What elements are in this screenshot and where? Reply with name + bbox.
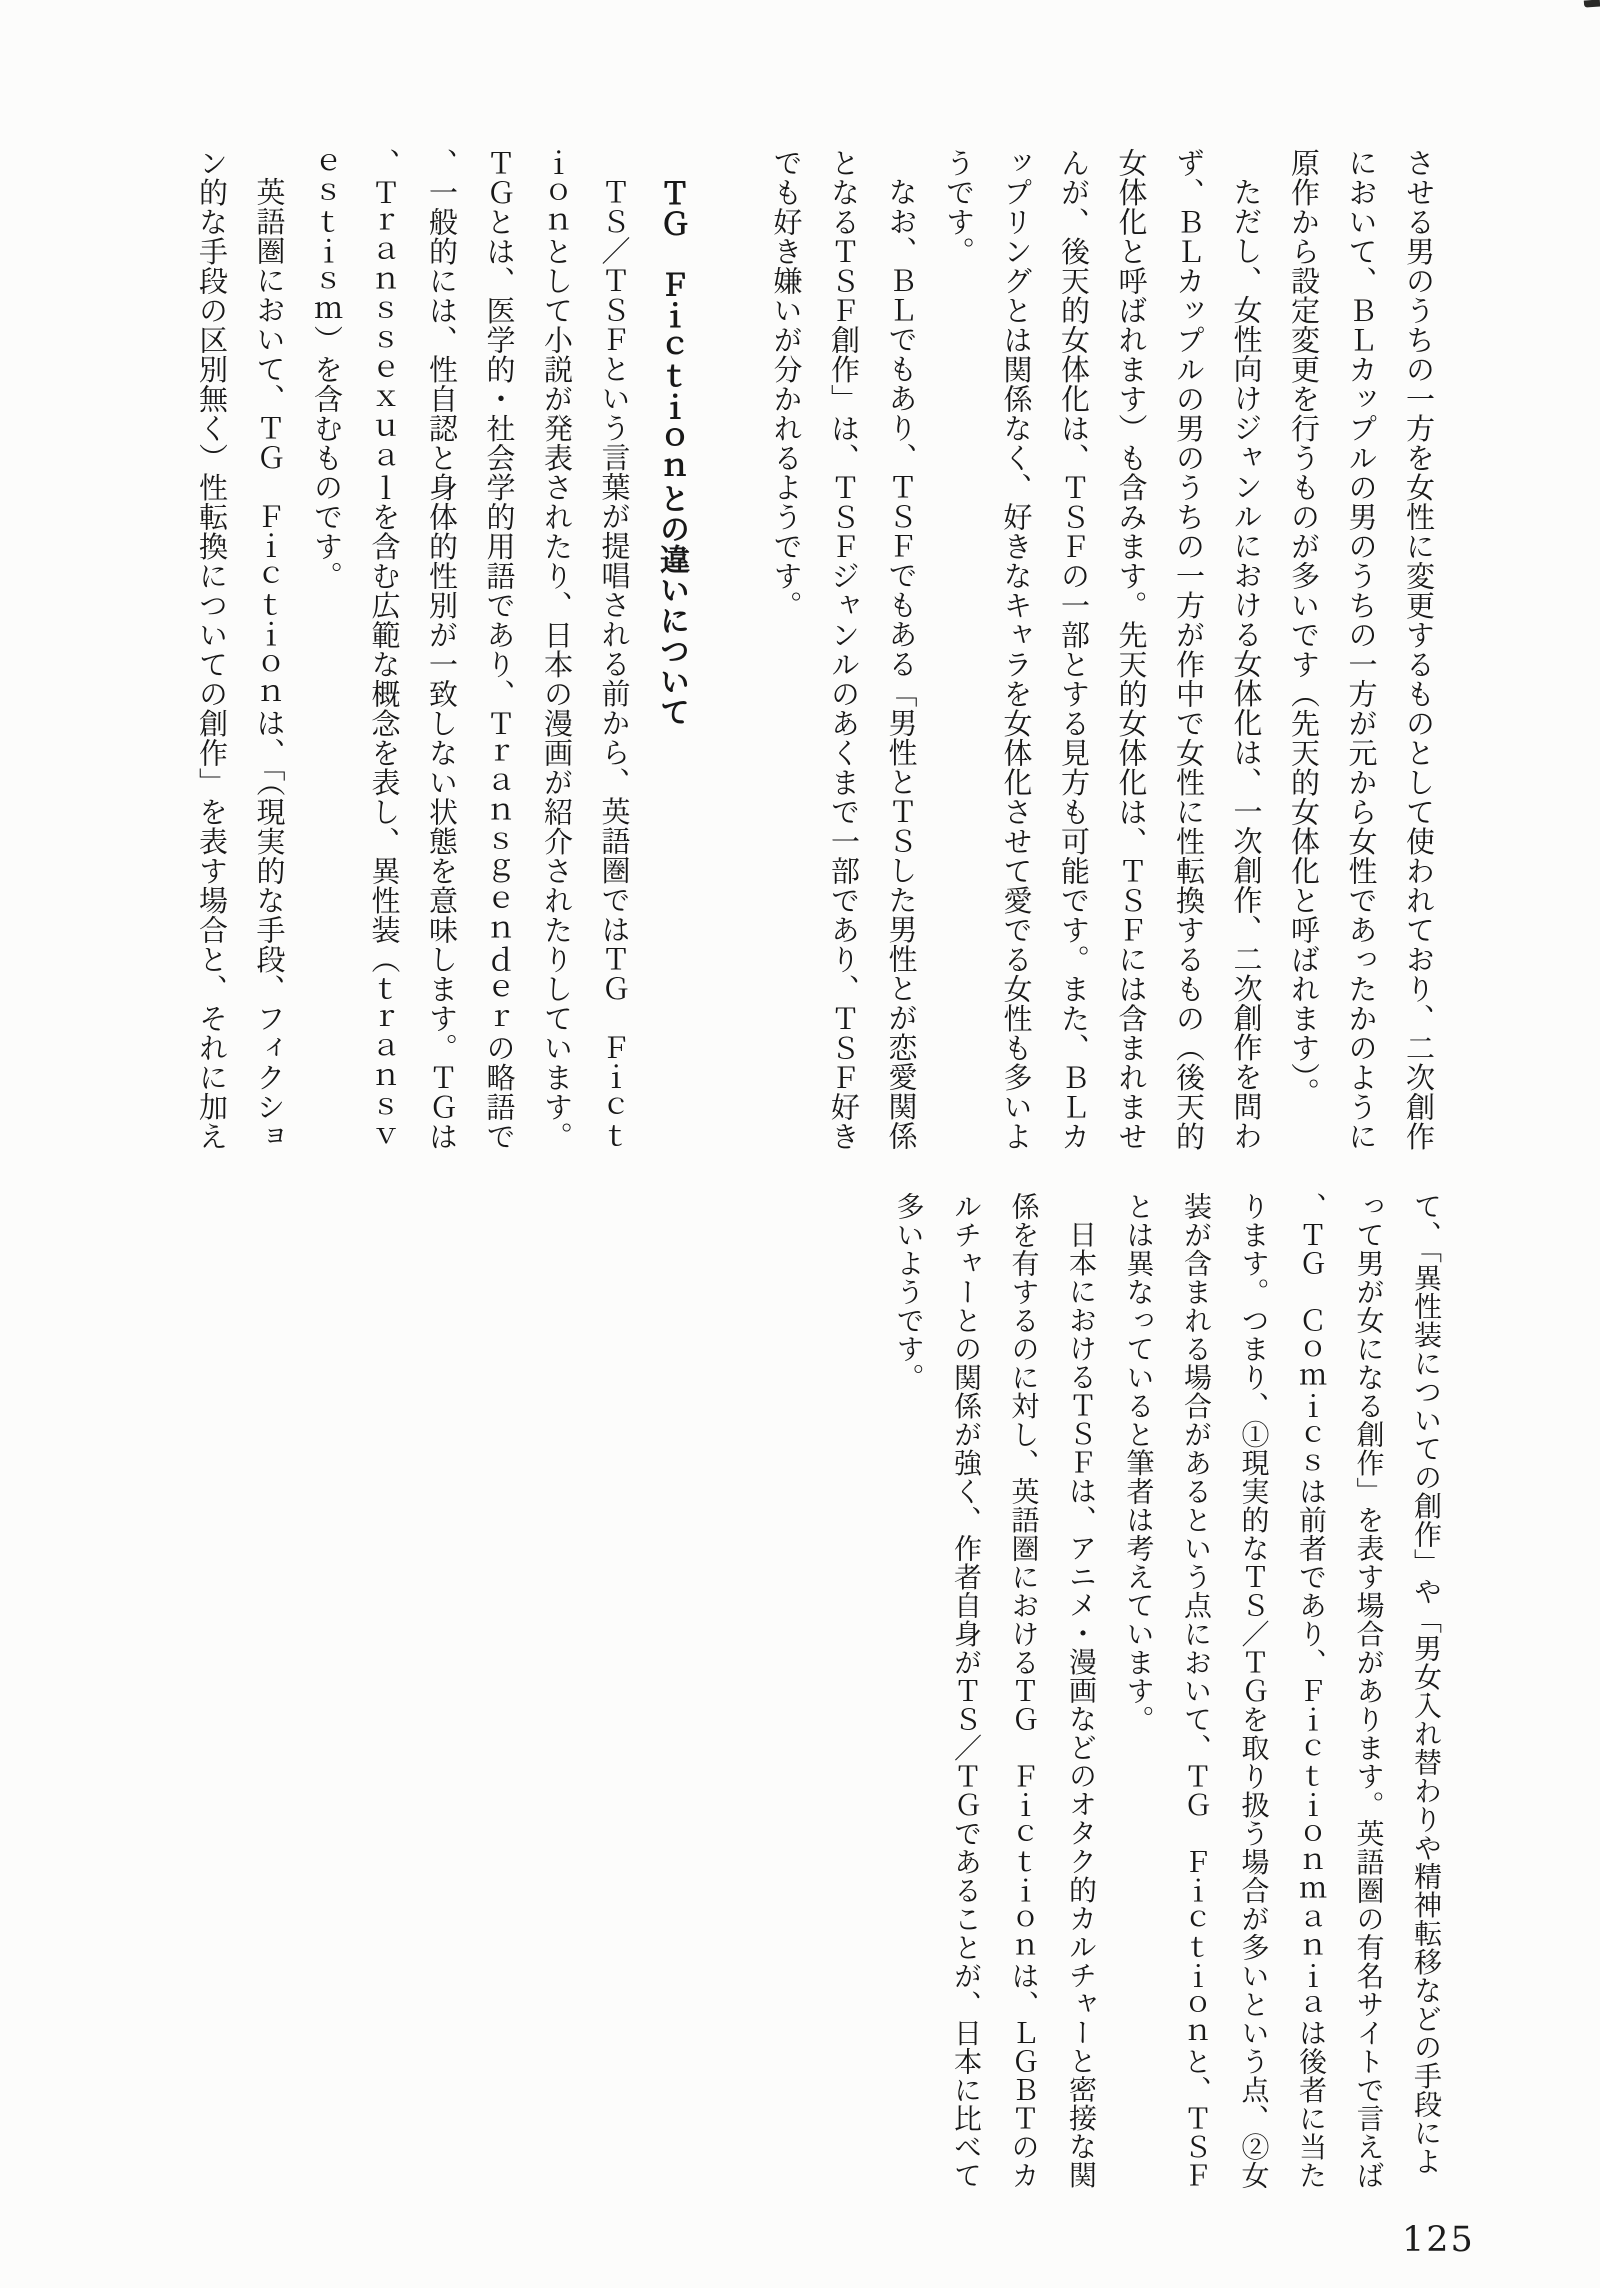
article-top-block [183,148,1448,1168]
paragraph-joseimuke-joseika: ただし、女性向けジャンルにおける女体化は、一次創作、二次創作を問わず、ＢＬカップルの男のうちの一方が作中で女性に性転換するもの（後天的女体化と呼ばれます）も含みます。先天的女体化は、ＴＳＦには含まれませんが、後天的女体化は、ＴＳＦの一部とする見方も可能です。また、ＢＬカップリングとは関係なく、好きなキャラを女体化させて愛でる女性も多いようです。 [942,148,1264,1151]
scan-corner-mark [1584,0,1600,8]
page-number: 125 [1402,2220,1475,2260]
paragraph-tg-fiction-meaning-continuation: て、「異性装についての創作」や「男女入れ替わりや精神転移などの手段によって男が女になる創作」を表す場合があります。英語圏の有名サイトで言えば、ＴＧ Ｃｏｍｉｃｓは前者であり、Ｆｉｃｔｉｏｎｍａｎｉａは後者に当たります。つまり、①現実的なＴＳ／ＴＧを取り扱う場合が多いという点、②女装が含まれる場合があるという点において、ＴＧ Ｆｉｃｔｉｏｎと、ＴＳＦとは異なっていると筆者は考えています。 [1122,1192,1443,2190]
section-heading-tg-fiction: ＴＧ Ｆｉｃｔｉｏｎとの違いについて [654,178,689,727]
paragraph-ts-tsf-term-history: ＴＳ／ＴＳＦという言葉が提唱される前から、英語圏ではＴＧ Ｆｉｃｔｉｏｎとして小説が発表されたり、日本の漫画が紹介されたりしています。 [540,148,632,1151]
article-bottom-block [880,1192,1455,2192]
paragraph-japan-vs-english-tsf: 日本におけるＴＳＦは、アニメ・漫画などのオタク的カルチャーと密接な関係を有するのに対し、英語圏におけるＴＧ Ｆｉｃｔｉｏｎは、ＬＧＢＴのカルチャーとの関係が強く、作者自身がＴＳ／ＴＧであることが、日本に比べて多いようです。 [892,1192,1098,2190]
paragraph-bl-tsf-overlap: なお、ＢＬでもあり、ＴＳＦでもある「男性とＴＳした男性とが恋愛関係となるＴＳＦ創作」は、ＴＳＦジャンルのあくまで一部であり、ＴＳＦ好きでも好き嫌いが分かれるようです。 [769,148,919,1151]
paragraph-tg-definition: ＴＧとは、医学的・社会学的用語であり、Ｔｒａｎｓｇｅｎｄｅｒの略語で、一般的には、性自認と身体的性別が一致しない状態を意味します。ＴＧは、Ｔｒａｎｓｓｅｘｕａｌを含む広範な概念を表し、異性装（ｔｒａｎｓｖｅｓｔｉｓｍ）を含むものです。 [310,148,517,1151]
paragraph-tg-fiction-meaning: 英語圏において、ＴＧ Ｆｉｃｔｉｏｎは、「（現実的な手段、フィクション的な手段の区別無く）性転換についての創作」を表す場合と、それに加え [195,148,287,1151]
paragraph-bl-joseika-continuation: させる男のうちの一方を女性に変更するものとして使われており、二次創作において、ＢＬカップルの男のうちの一方が元から女性であったかのように原作から設定変更を行うものが多いです（先天的女体化と呼ばれます）。 [1287,148,1436,1151]
